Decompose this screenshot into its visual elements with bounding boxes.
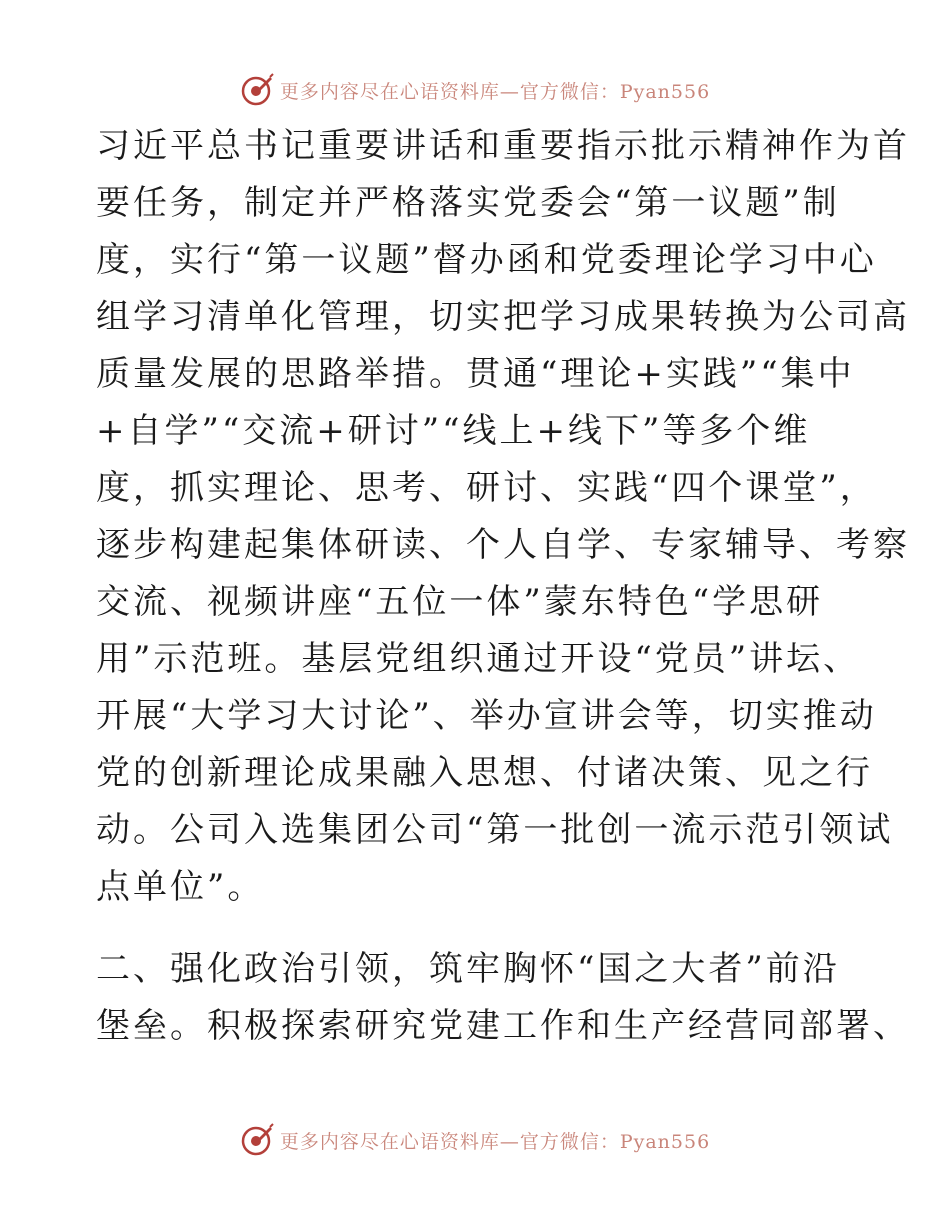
paragraph-1 [96, 118, 910, 916]
text-line: 度，抓实理论、思考、研讨、实践“四个课堂”， [96, 468, 877, 508]
text-line: 交流、视频讲座“五位一体”蒙东特色“学思研 [96, 582, 824, 622]
text-line: 用”示范班。基层党组织通过开设“党员”讲坛、 [96, 639, 861, 679]
pen-logo-icon [240, 73, 274, 107]
header-banner [0, 70, 950, 110]
text-line: 动。公司入选集团公司“第一批创一流示范引领试 [96, 810, 894, 850]
text-line: 堡垒。积极探索研究党建工作和生产经营同部署、 [96, 1006, 910, 1046]
text-line: 度，实行“第一议题”督办函和党委理论学习中心 [96, 240, 877, 280]
text-line: +自学”“交流+研讨”“线上+线下”等多个维 [96, 411, 811, 451]
text-line: 二、强化政治引领，筑牢胸怀“国之大者”前沿 [96, 949, 840, 989]
text-line: 要任务，制定并严格落实党委会“第一议题”制 [96, 183, 840, 223]
document-body [96, 118, 910, 1055]
text-line: 组学习清单化管理，切实把学习成果转换为公司高 [96, 297, 910, 337]
text-line: 逐步构建起集体研读、个人自学、专家辅导、考察 [96, 525, 910, 565]
text-line: 党的创新理论成果融入思想、付诸决策、见之行 [96, 753, 873, 793]
pen-logo-icon [240, 1123, 274, 1157]
footer-banner [0, 1120, 950, 1160]
text-line: 习近平总书记重要讲话和重要指示批示精神作为首 [96, 126, 910, 166]
text-line: 质量发展的思路举措。贯通“理论+实践”“集中 [96, 354, 855, 394]
footer-banner-text: 更多内容尽在心语资料库—官方微信：Pyan556 [279, 1130, 711, 1153]
paragraph-2 [96, 941, 910, 1055]
text-line: 点单位”。 [96, 867, 265, 907]
text-line: 开展“大学习大讨论”、举办宣讲会等，切实推动 [96, 696, 877, 736]
paragraph-gap [96, 916, 856, 941]
header-banner-text: 更多内容尽在心语资料库—官方微信：Pyan556 [279, 80, 711, 103]
